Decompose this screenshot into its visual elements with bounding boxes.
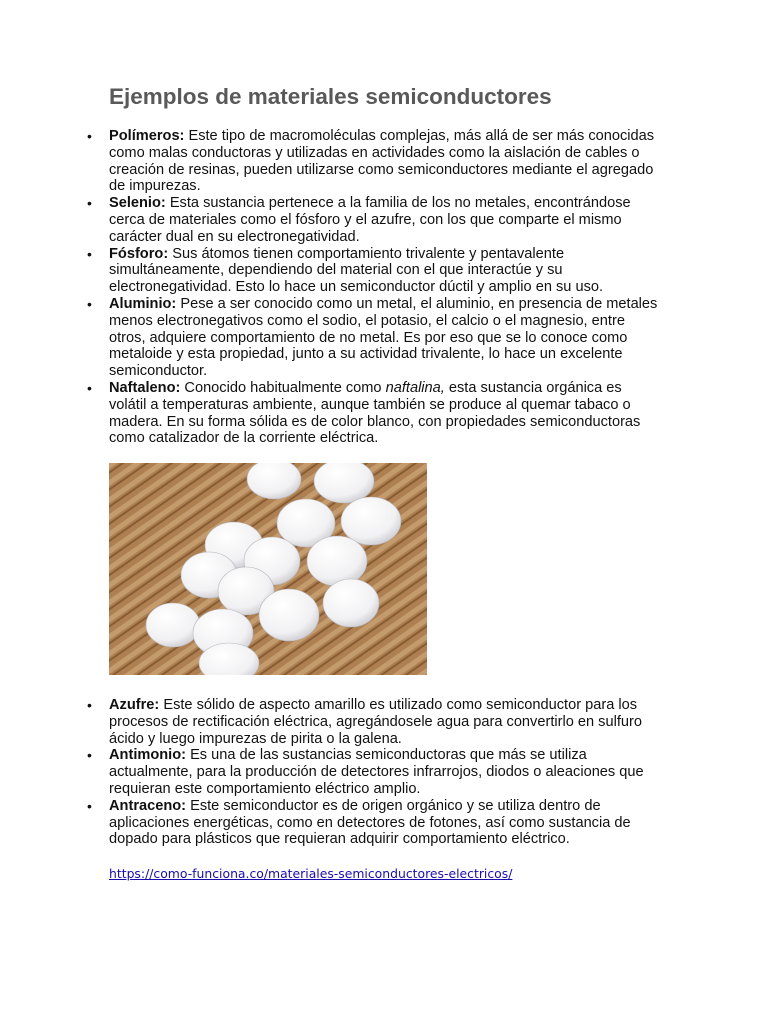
list-item-naftaleno [109,380,661,447]
desc-antimonio: Es una de las sustancias semiconductoras que más se utiliza actualmente, para la producción de detectores infrarrojos, diodos o aleaciones que requieran este comportamiento eléctrico amplio. [109,747,644,797]
desc-naftaleno-b: esta sustancia orgánica es volátil a temperaturas ambiente, aunque también se produce al quemar tabaco o madera. En su forma sólida es de color blanco, con propiedades semiconductoras como catalizador de la corriente eléctrica. [109,379,641,447]
list-item-antraceno [109,798,661,848]
list-item-fosforo [109,246,661,296]
term-polimeros: Polímeros: [109,128,185,144]
desc-naftaleno-a: Conocido habitualmente como [180,379,386,396]
list-item-selenio [109,195,661,245]
source-link[interactable]: https://como-funciona.co/materiales-semiconductores-electricos/ [109,866,513,881]
list-item-antimonio [109,747,661,797]
term-azufre: Azufre: [109,697,160,713]
page-title: Ejemplos de materiales semiconductores [109,84,552,109]
desc-naftaleno-italic: naftalina, [385,379,445,396]
desc-selenio: Esta sustancia pertenece a la familia de los no metales, encontrándose cerca de materiales como el fósforo y el azufre, con los que comparte el mismo carácter dual en su electronegatividad. [109,195,631,245]
list-item-aluminio [109,296,661,380]
term-aluminio: Aluminio: [109,295,177,312]
desc-polimeros: Este tipo de macromoléculas complejas, más allá de ser más conocidas como malas conductoras y utilizadas en actividades como la aislación de cables o creación de resinas, pueden utilizarse como semiconductores mediante el agregado de impurezas. [109,128,655,195]
term-antraceno: Antraceno: [109,797,187,814]
desc-fosforo: Sus átomos tienen comportamiento trivalente y pentavalente simultáneamente, dependiendo del material con el que interactúe y su electronegatividad. Esto lo hace un semiconductor dúctil y amplio en su uso. [109,245,604,296]
term-selenio: Selenio: [109,195,166,212]
list-item-polimeros [109,128,661,195]
naphthalene-balls-photo [109,463,427,675]
materials-list-top [109,128,661,447]
desc-antraceno: Este semiconductor es de origen orgánico y se utiliza dentro de aplicaciones energéticas, como en detectores de fotones, así como sustancia de dopado para plásticos que requieran adquirir comportamiento eléctrico. [109,797,631,848]
desc-aluminio: Pese a ser conocido como un metal, el aluminio, en presencia de metales menos electronegativos como el sodio, el potasio, el calcio o el magnesio, entre otros, adquiere comportamiento de no metal. Es por eso que se lo conoce como metaloide y esta propiedad, junto a su actividad trivalente, lo hace un excelente semiconductor. [109,295,658,380]
desc-azufre: Este sólido de aspecto amarillo es utilizado como semiconductor para los procesos de rectificación eléctrica, agregándosele agua para convertirlo en sulfuro ácido y luego impurezas de pirita o la galena. [109,697,642,747]
term-fosforo: Fósforo: [109,245,169,262]
materials-list-bottom [109,697,661,848]
term-naftaleno: Naftaleno: [109,379,181,396]
list-item-azufre [109,697,661,747]
term-antimonio: Antimonio: [109,747,187,764]
naphthalene-balls-image [109,463,427,675]
